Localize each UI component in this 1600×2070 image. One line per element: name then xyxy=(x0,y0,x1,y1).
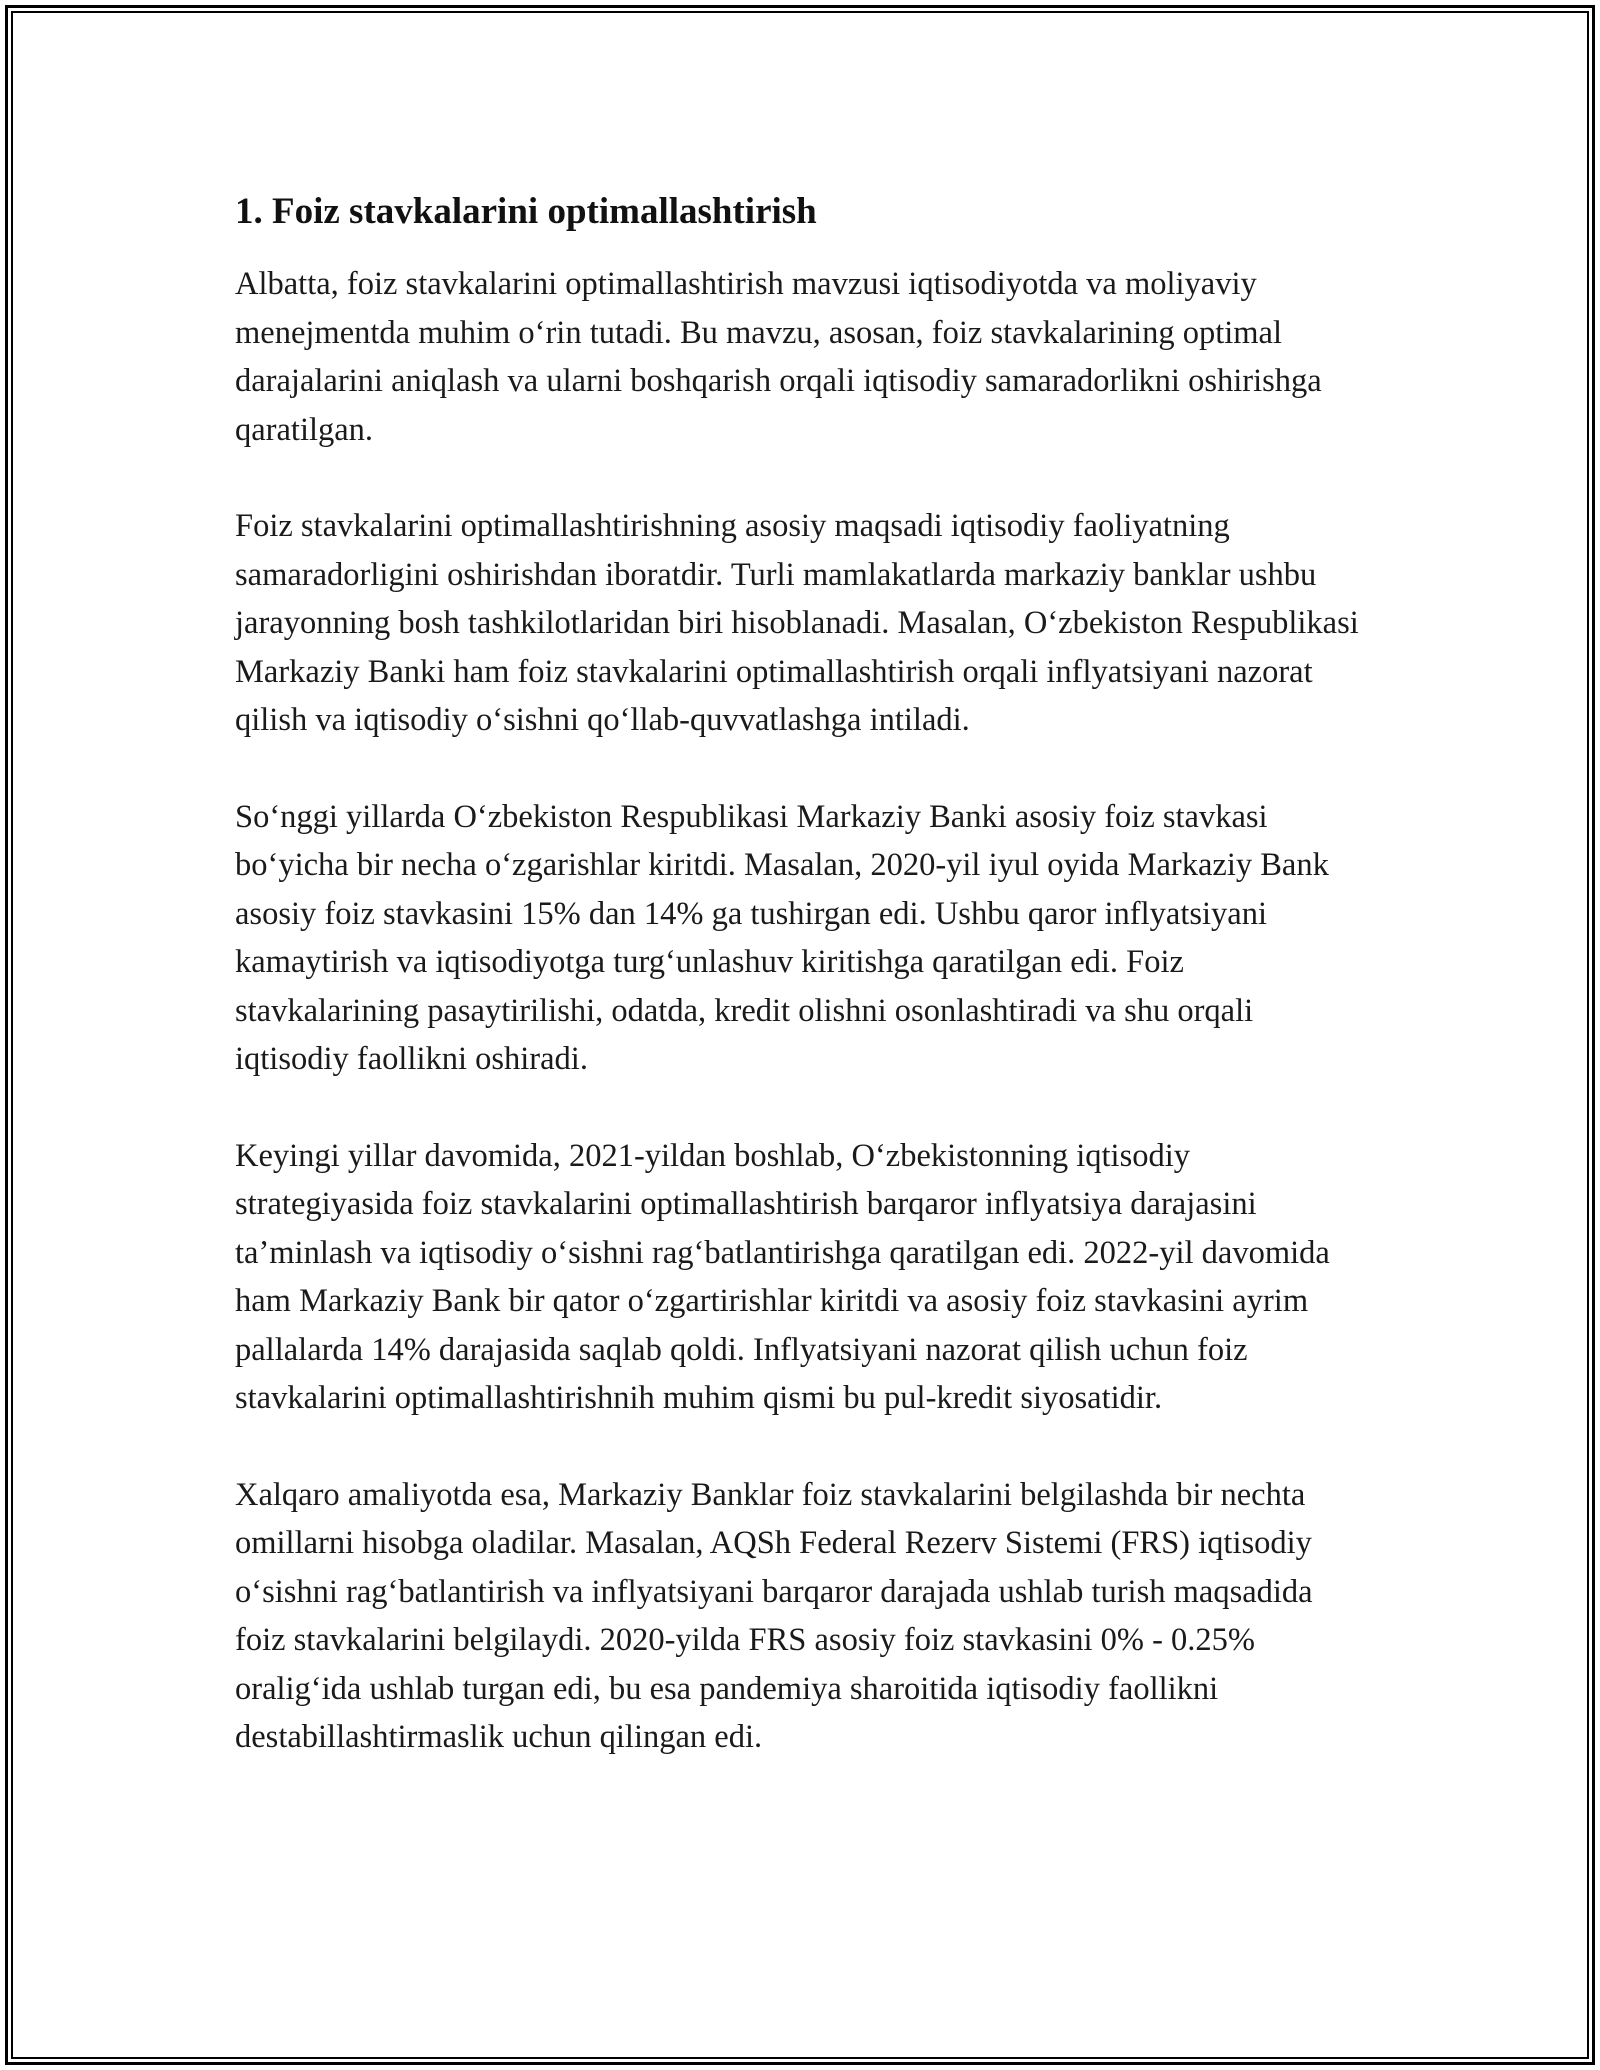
paragraph-international-practice: Xalqaro amaliyotda esa, Markaziy Banklar foiz stavkalarini belgilashda bir nechta omillarni hisobga oladilar. Masalan, AQSh Federal Rezerv Sistemi (FRS) iqtisodiy oʻsishni ragʻbatlantirish va inflyatsiyani barqaror darajada ushlab turish maqsadida foiz stavkalarini belgilaydi. 2020-yilda FRS asosiy foiz stavkasini 0% - 0.25% oraligʻida ushlab turgan edi, bu esa pandemiya sharoitida iqtisodiy faollikni destabillashtirmaslik uchun qilingan edi. xyxy=(235,1476,1313,1755)
paragraph-recent-changes: Soʻnggi yillarda Oʻzbekiston Respublikasi Markaziy Banki asosiy foiz stavkasi boʻyicha bir necha oʻzgarishlar kiritdi. Masalan, 2020-yil iyul oyida Markaziy Bank asosiy foiz stavkasini 15% dan 14% ga tushirgan edi. Ushbu qaror inflyatsiyani kamaytirish va iqtisodiyotga turgʻunlashuv kiritishga qaratilgan edi. Foiz stavkalarining pasaytirilishi, odatda, kredit olishni osonlashtiradi va shu orqali iqtisodiy faollikni oshiradi. xyxy=(235,798,1329,1077)
document-body xyxy=(235,188,1365,1810)
paragraph-intro: Albatta, foiz stavkalarini optimallashtirish mavzusi iqtisodiyotda va moliyaviy menejmentda muhim oʻrin tutadi. Bu mavzu, asosan, foiz stavkalarining optimal darajalarini aniqlash va ularni boshqarish orqali iqtisodiy samaradorlikni oshirishga qaratilgan. xyxy=(235,266,1322,448)
section-heading: 1. Foiz stavkalarini optimallashtirish xyxy=(235,191,817,232)
paragraph-main-goal: Foiz stavkalarini optimallashtirishning asosiy maqsadi iqtisodiy faoliyatning samaradorligini oshirishdan iboratdir. Turli mamlakatlarda markaziy banklar ushbu jarayonning bosh tashkilotlaridan biri hisoblanadi. Masalan, Oʻzbekiston Respublikasi Markaziy Banki ham foiz stavkalarini optimallashtirish orqali inflyatsiyani nazorat qilish va iqtisodiy oʻsishni qoʻllab-quvvatlashga intiladi. xyxy=(235,508,1359,738)
paragraph-strategy: Keyingi yillar davomida, 2021-yildan boshlab, Oʻzbekistonning iqtisodiy strategiyasida foiz stavkalarini optimallashtirish barqaror inflyatsiya darajasini taʼminlash va iqtisodiy oʻsishni ragʻbatlantirishga qaratilgan edi. 2022-yil davomida ham Markaziy Bank bir qator oʻzgartirishlar kiritdi va asosiy foiz stavkasini ayrim pallalarda 14% darajasida saqlab qoldi. Inflyatsiyani nazorat qilish uchun foiz stavkalarini optimallashtirishnih muhim qismi bu pul-kredit siyosatidir. xyxy=(235,1137,1330,1416)
